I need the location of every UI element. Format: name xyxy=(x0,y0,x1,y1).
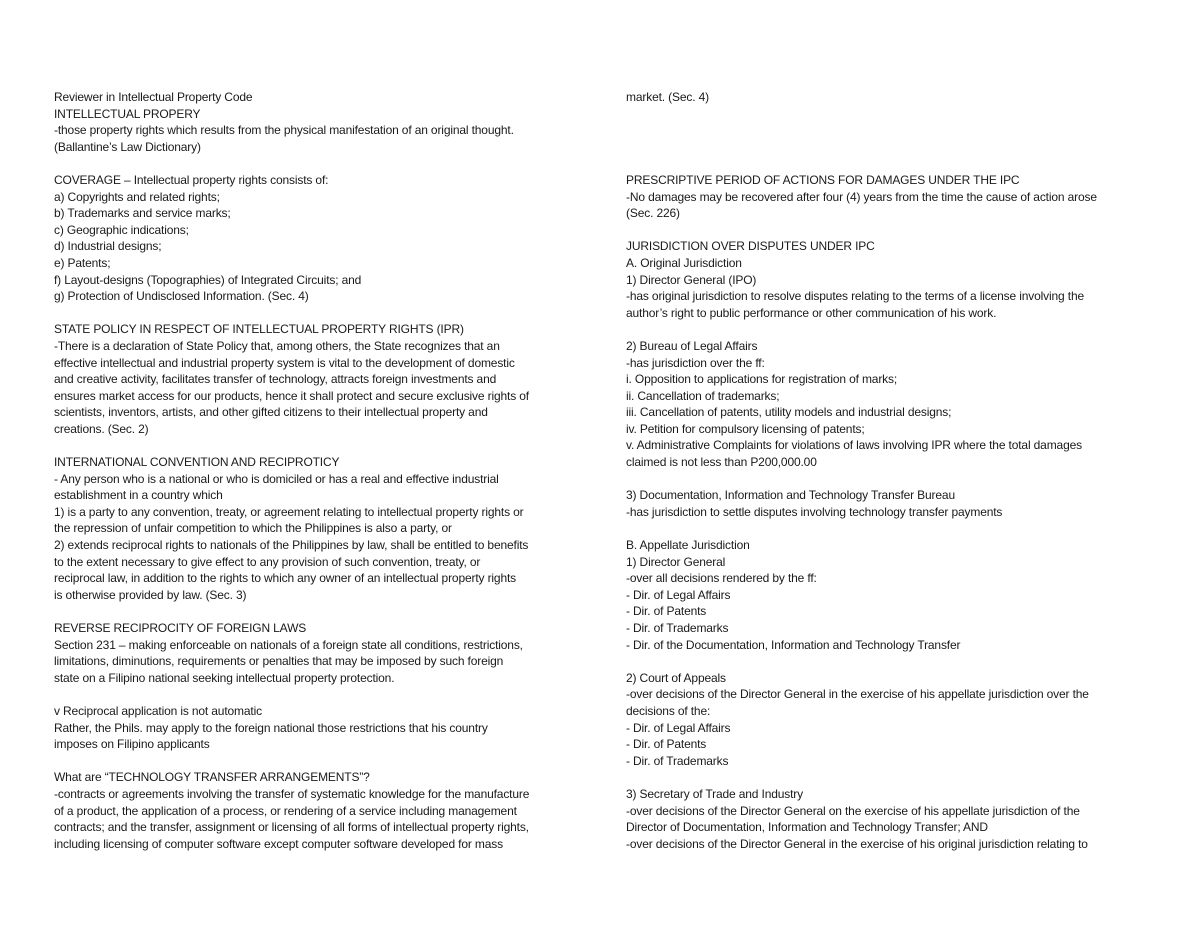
text-line: author’s right to public performance or other communication of his work. xyxy=(626,305,997,320)
text-line: 2) Bureau of Legal Affairs xyxy=(626,338,758,353)
text-line: 2) Court of Appeals xyxy=(626,670,726,685)
text-line: - Dir. of Patents xyxy=(626,737,707,752)
text-line: 1) is a party to any convention, treaty, or agreement relating to intellectual property rights or xyxy=(54,504,524,519)
text-line: - Dir. of the Documentation, Information and Technology Transfer xyxy=(626,637,961,652)
text-line: claimed is not less than P200,000.00 xyxy=(626,455,817,470)
text-line: - Dir. of Legal Affairs xyxy=(626,587,731,602)
text-line: -has jurisdiction to settle disputes involving technology transfer payments xyxy=(626,504,1003,519)
text-line: COVERAGE – Intellectual property rights consists of: xyxy=(54,172,329,187)
text-line: -over decisions of the Director General in the exercise of his original jurisdiction relating to xyxy=(626,836,1088,851)
text-line: iv. Petition for compulsory licensing of patents; xyxy=(626,421,865,436)
blank-line xyxy=(626,122,1146,139)
text-line: INTELLECTUAL PROPERY xyxy=(54,106,201,121)
left-column xyxy=(54,89,584,852)
blank-line xyxy=(626,520,1146,537)
text-line: limitations, diminutions, requirements or penalties that may be imposed by such foreign xyxy=(54,654,504,669)
text-line: - Any person who is a national or who is domiciled or has a real and effective industrial xyxy=(54,471,499,486)
text-line: JURISDICTION OVER DISPUTES UNDER IPC xyxy=(626,239,875,254)
text-line: Director of Documentation, Information and Technology Transfer; AND xyxy=(626,820,988,835)
blank-line xyxy=(54,305,584,322)
text-line: g) Protection of Undisclosed Information. (Sec. 4) xyxy=(54,289,309,304)
text-line: - Dir. of Trademarks xyxy=(626,621,729,635)
text-line: ii. Cancellation of trademarks; xyxy=(626,388,780,403)
blank-line xyxy=(54,753,584,770)
text-line: - Dir. of Legal Affairs xyxy=(626,720,731,735)
text-line: 1) Director General (IPO) xyxy=(626,272,757,287)
text-line: Section 231 – making enforceable on nationals of a foreign state all conditions, restrictions, xyxy=(54,637,523,652)
text-line: -over decisions of the Director General on the exercise of his appellate jurisdiction of the xyxy=(626,803,1080,818)
text-line: imposes on Filipino applicants xyxy=(54,737,210,752)
text-line: of a product, the application of a process, or rendering of a service including management xyxy=(54,803,517,818)
text-line: Reviewer in Intellectual Property Code xyxy=(54,90,253,104)
text-line: Rather, the Phils. may apply to the foreign national those restrictions that his country xyxy=(54,720,488,735)
text-line: -has original jurisdiction to resolve disputes relating to the terms of a license involving the xyxy=(626,289,1084,304)
text-line: b) Trademarks and service marks; xyxy=(54,206,231,221)
text-line: establishment in a country which xyxy=(54,488,223,503)
blank-line xyxy=(626,321,1146,338)
text-line: -has jurisdiction over the ff: xyxy=(626,355,765,370)
text-line: and creative activity, facilitates transfer of technology, attracts foreign investments and xyxy=(54,372,497,387)
text-line: v. Administrative Complaints for violations of laws involving IPR where the total damages xyxy=(626,438,1082,453)
text-line: -over all decisions rendered by the ff: xyxy=(626,571,817,586)
text-line: -There is a declaration of State Policy that, among others, the State recognizes that an xyxy=(54,338,500,353)
blank-line xyxy=(626,139,1146,156)
blank-line xyxy=(626,471,1146,488)
text-line: i. Opposition to applications for registration of marks; xyxy=(626,372,898,387)
text-line: B. Appellate Jurisdiction xyxy=(626,538,750,553)
text-line: scientists, inventors, artists, and other gifted citizens to their intellectual property and xyxy=(54,405,488,420)
text-line: a) Copyrights and related rights; xyxy=(54,189,220,204)
blank-line xyxy=(54,686,584,703)
text-line: - Dir. of Patents xyxy=(626,604,707,619)
text-line: effective intellectual and industrial property system is vital to the development of domestic xyxy=(54,355,515,370)
text-line: -those property rights which results from the physical manifestation of an original thought. xyxy=(54,123,514,138)
blank-line xyxy=(626,106,1146,123)
text-line: A. Original Jurisdiction xyxy=(626,255,742,270)
text-line: -over decisions of the Director General in the exercise of his appellate jurisdiction over the xyxy=(626,687,1089,702)
text-line: c) Geographic indications; xyxy=(54,222,189,237)
text-line: - Dir. of Trademarks xyxy=(626,753,729,768)
text-line: f) Layout-designs (Topographies) of Integrated Circuits; and xyxy=(54,272,362,287)
text-line: market. (Sec. 4) xyxy=(626,90,709,104)
blank-line xyxy=(54,155,584,172)
text-line: to the extent necessary to give effect to any provision of such convention, treaty, or xyxy=(54,554,481,569)
text-line: contracts; and the transfer, assignment or licensing of all forms of intellectual property rights, xyxy=(54,820,529,835)
text-line: -contracts or agreements involving the transfer of systematic knowledge for the manufacture xyxy=(54,786,530,801)
text-line: (Sec. 226) xyxy=(626,206,680,221)
text-line: (Ballantine’s Law Dictionary) xyxy=(54,139,201,154)
blank-line xyxy=(626,769,1146,786)
blank-line xyxy=(54,437,584,454)
text-line: INTERNATIONAL CONVENTION AND RECIPROTICY xyxy=(54,455,340,470)
right-column xyxy=(626,89,1146,852)
text-line: including licensing of computer software except computer software developed for mass xyxy=(54,836,503,851)
text-line: state on a Filipino national seeking intellectual property protection. xyxy=(54,670,395,685)
text-line: ensures market access for our products, hence it shall protect and secure exclusive rights of xyxy=(54,388,529,403)
blank-line xyxy=(626,155,1146,172)
text-line: v Reciprocal application is not automatic xyxy=(54,703,262,718)
text-line: iii. Cancellation of patents, utility models and industrial designs; xyxy=(626,405,952,420)
text-line: e) Patents; xyxy=(54,255,111,270)
blank-line xyxy=(626,653,1146,670)
text-line: the repression of unfair competition to which the Philippines is also a party, or xyxy=(54,521,452,536)
text-line: What are “TECHNOLOGY TRANSFER ARRANGEMENTS”? xyxy=(54,770,370,785)
text-line: creations. (Sec. 2) xyxy=(54,421,149,436)
text-line: reciprocal law, in addition to the rights to which any owner of an intellectual property rights xyxy=(54,571,517,586)
text-line: 3) Documentation, Information and Technology Transfer Bureau xyxy=(626,488,955,503)
text-line: d) Industrial designs; xyxy=(54,239,162,254)
text-line: is otherwise provided by law. (Sec. 3) xyxy=(54,587,247,602)
text-line: 2) extends reciprocal rights to nationals of the Philippines by law, shall be entitled to benefits xyxy=(54,538,529,553)
text-line: decisions of the: xyxy=(626,703,711,718)
text-line: 3) Secretary of Trade and Industry xyxy=(626,786,803,801)
blank-line xyxy=(626,222,1146,239)
text-line: -No damages may be recovered after four (4) years from the time the cause of action arose xyxy=(626,189,1097,204)
blank-line xyxy=(54,603,584,620)
text-line: 1) Director General xyxy=(626,554,726,569)
text-line: PRESCRIPTIVE PERIOD OF ACTIONS FOR DAMAGES UNDER THE IPC xyxy=(626,172,1020,187)
text-line: REVERSE RECIPROCITY OF FOREIGN LAWS xyxy=(54,621,307,635)
text-line: STATE POLICY IN RESPECT OF INTELLECTUAL PROPERTY RIGHTS (IPR) xyxy=(54,322,464,337)
